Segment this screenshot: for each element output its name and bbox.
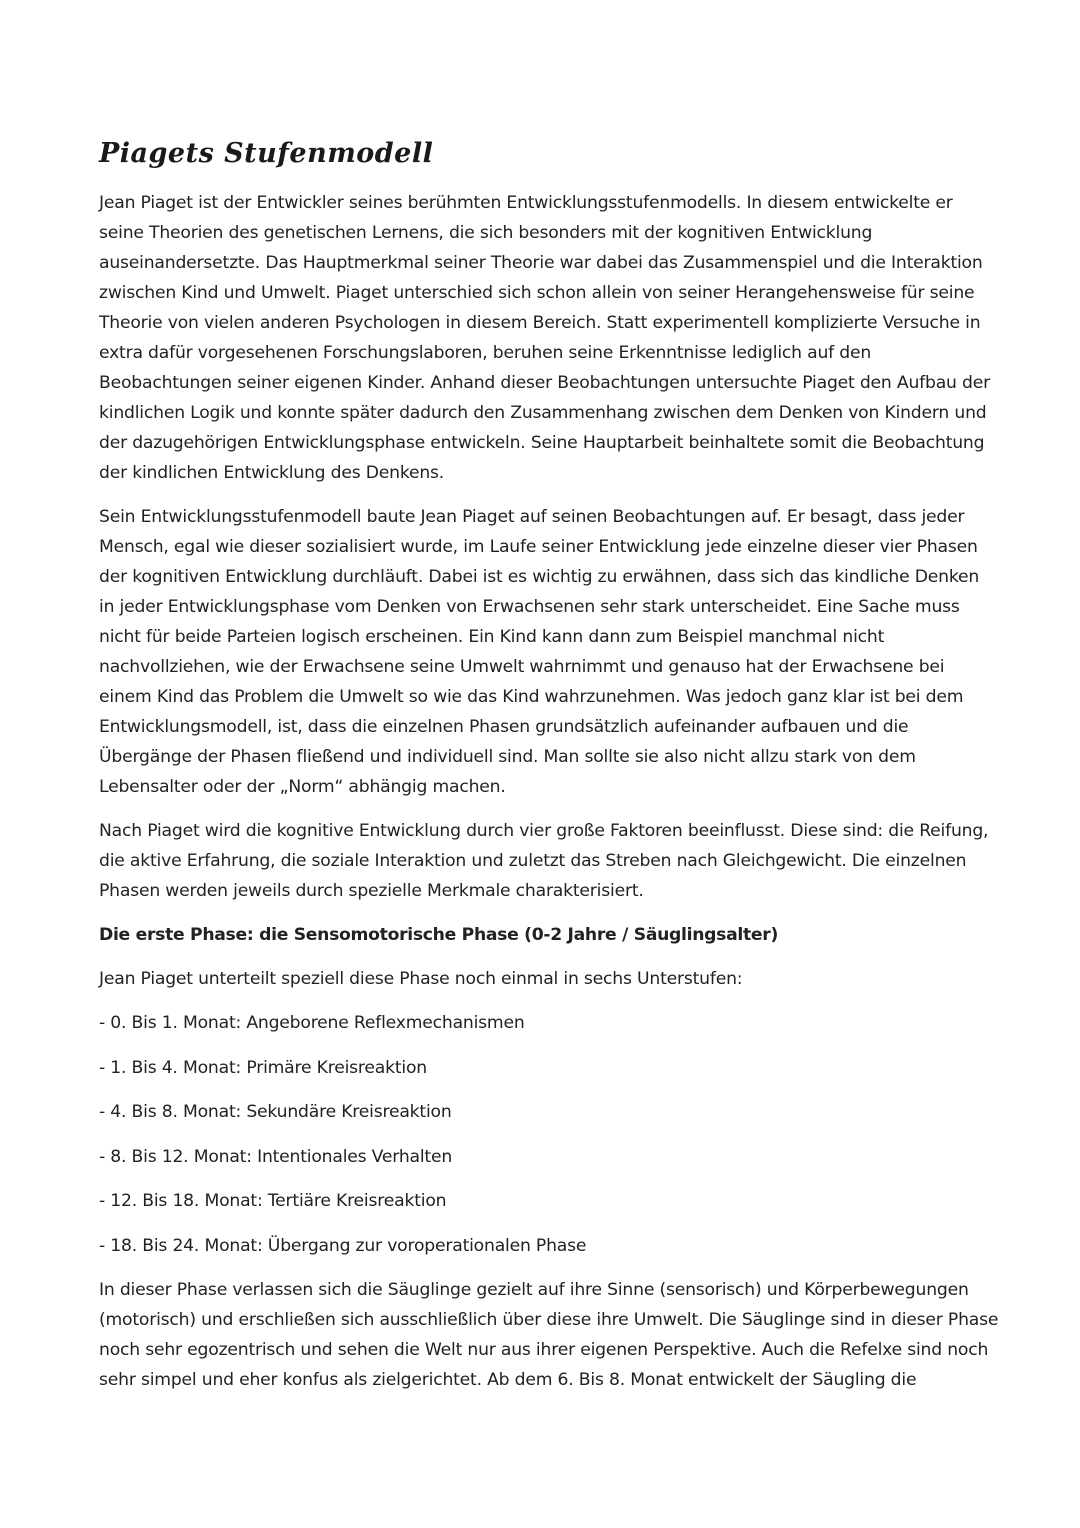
list-item: - 8. Bis 12. Monat: Intentionales Verhalten [99,1146,453,1167]
substages-intro: Jean Piaget unterteilt speziell diese Phase noch einmal in sechs Unterstufen: [99,969,743,989]
list-item: - 18. Bis 24. Monat: Übergang zur voroperationalen Phase [99,1235,587,1256]
paragraph-factors: Nach Piaget wird die kognitive Entwicklung durch vier große Faktoren beeinflusst. Diese sind: die Reifung, die aktive Erfahrung, die soziale Interaktion und zuletzt das Streben nach Gleichgewicht. Die einzelnen Phasen werden jeweils durch spezielle Merkmale charakterisiert. [99,821,989,901]
phase-heading: Die erste Phase: die Sensomotorische Phase (0-2 Jahre / Säuglingsalter) [99,925,779,945]
paragraph-model: Sein Entwicklungsstufenmodell baute Jean Piaget auf seinen Beobachtungen auf. Er besagt, dass jeder Mensch, egal wie dieser sozialisiert wurde, im Laufe seiner Entwicklung jede einzelne dieser vier Phasen der kognitiven Entwicklung durchläuft. Dabei ist es wichtig zu erwähnen, dass sich das kindliche Denken in jeder Entwicklungsphase vom Denken von Erwachsenen sehr stark unterscheidet. Eine Sache muss nicht für beide Parteien logisch erscheinen. Ein Kind kann dann zum Beispiel manchmal nicht nachvollziehen, wie der Erwachsene seine Umwelt wahrnimmt und genauso hat der Erwachsene bei einem Kind das Problem die Umwelt so wie das Kind wahrzunehmen. Was jedoch ganz klar ist bei dem Entwicklungsmodell, ist, dass die einzelnen Phasen grundsätzlich aufeinander aufbauen und die Übergänge der Phasen fließend und individuell sind. Man sollte sie also nicht allzu stark von dem Lebensalter oder der „Norm“ abhängig machen. [99,507,980,797]
list-item: - 0. Bis 1. Monat: Angeborene Reflexmechanismen [99,1013,525,1033]
list-item: - 1. Bis 4. Monat: Primäre Kreisreaktion [99,1057,427,1078]
list-item: - 12. Bis 18. Monat: Tertiäre Kreisreaktion [99,1191,447,1211]
document-page [99,134,999,1409]
substage-list [99,1008,999,1261]
paragraph-closing: In dieser Phase verlassen sich die Säuglinge gezielt auf ihre Sinne (sensorisch) und Körperbewegungen (motorisch) und erschließen sich ausschließlich über diese ihre Umwelt. Die Säuglinge sind in dieser Phase noch sehr egozentrisch und sehen die Welt nur aus ihrer eigenen Perspektive. Auch die Refelxe sind noch sehr simpel und eher konfus als zielgerichtet. Ab dem 6. Bis 8. Monat entwickelt der Säugling die [99,1280,999,1390]
paragraph-intro: Jean Piaget ist der Entwickler seines berühmten Entwicklungsstufenmodells. In diesem entwickelte er seine Theorien des genetischen Lernens, die sich besonders mit der kognitiven Entwicklung auseinandersetzte. Das Hauptmerkmal seiner Theorie war dabei das Zusammenspiel und die Interaktion zwischen Kind und Umwelt. Piaget unterschied sich schon allein von seiner Herangehensweise für seine Theorie von vielen anderen Psychologen in diesem Bereich. Statt experimentell komplizierte Versuche in extra dafür vorgesehenen Forschungslaboren, beruhen seine Erkenntnisse lediglich auf den Beobachtungen seiner eigenen Kinder. Anhand dieser Beobachtungen untersuchte Piaget den Aufbau der kindlichen Logik und konnte später dadurch den Zusammenhang zwischen dem Denken von Kindern und der dazugehörigen Entwicklungsphase entwickeln. Seine Hauptarbeit beinhaltete somit die Beobachtung der kindlichen Entwicklung des Denkens. [99,193,990,483]
page-title: Piagets Stufenmodell [99,138,434,169]
list-item: - 4. Bis 8. Monat: Sekundäre Kreisreaktion [99,1102,452,1122]
